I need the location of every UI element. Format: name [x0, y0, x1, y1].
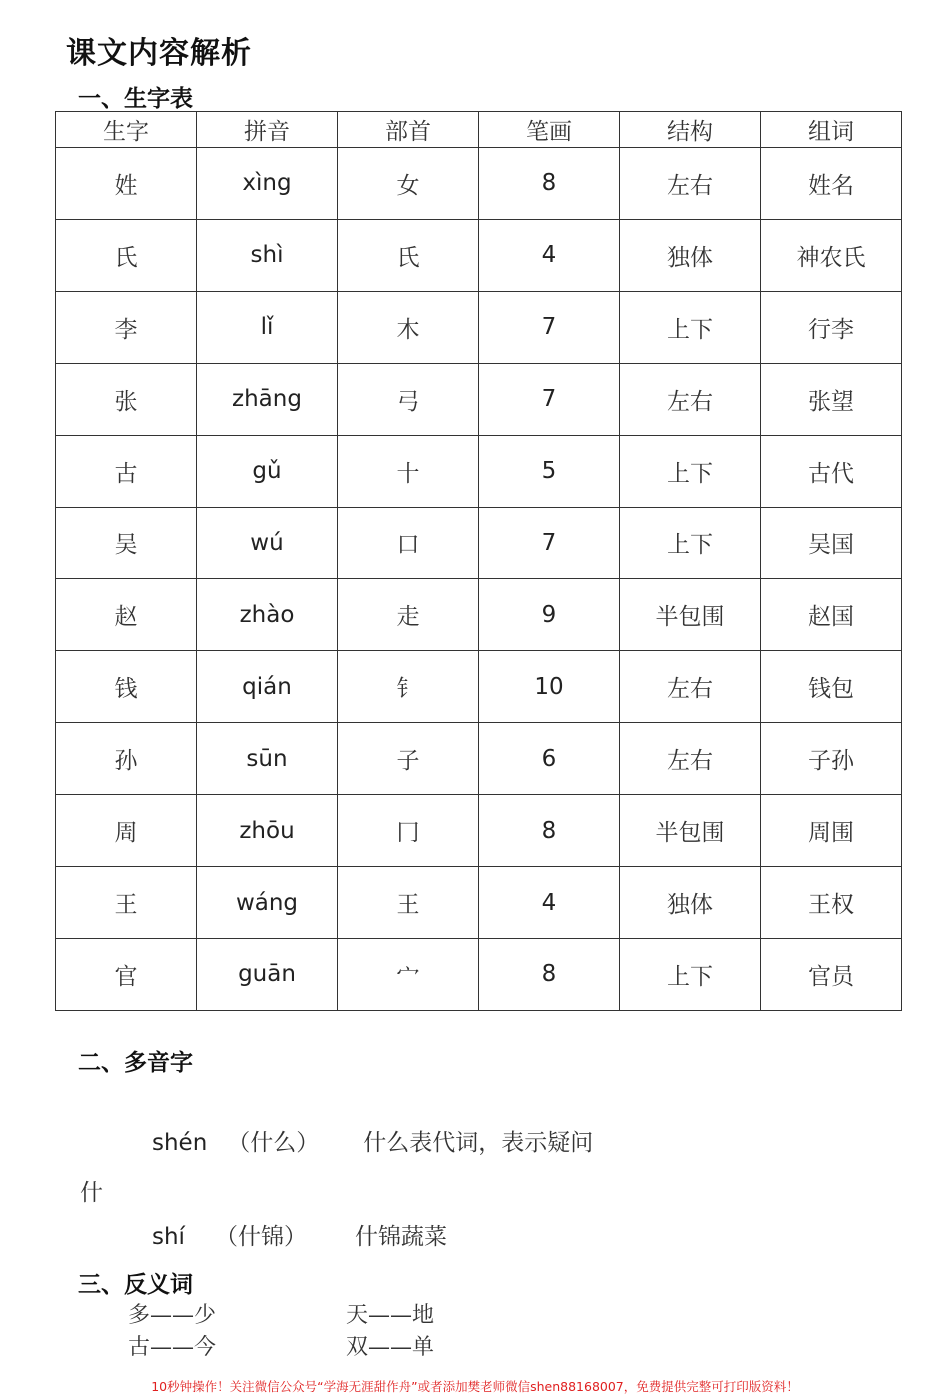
reading-pinyin: shén: [152, 1130, 208, 1156]
header-words: 组词: [761, 112, 902, 148]
cell-radical: 弓: [338, 363, 479, 435]
cell-radical: 冂: [338, 795, 479, 867]
cell-words: 神农氏: [761, 219, 902, 291]
cell-strokes: 4: [479, 867, 620, 939]
cell-radical: 氏: [338, 219, 479, 291]
header-pinyin: 拼音: [197, 112, 338, 148]
antonym-pair: 双——单: [346, 1335, 435, 1360]
cell-words: 官员: [761, 938, 902, 1010]
reading-note: 什锦蔬菜: [354, 1224, 447, 1250]
table-row: [56, 651, 902, 723]
polyphonic-reading-2: [152, 1218, 447, 1251]
cell-pinyin: wú: [197, 507, 338, 579]
cell-structure: 左右: [620, 363, 761, 435]
cell-character: 姓: [56, 148, 197, 220]
cell-strokes: 7: [479, 363, 620, 435]
cell-character: 王: [56, 867, 197, 939]
cell-structure: 上下: [620, 507, 761, 579]
cell-pinyin: zhāng: [197, 363, 338, 435]
cell-strokes: 8: [479, 795, 620, 867]
cell-radical: 子: [338, 723, 479, 795]
table-row: [56, 507, 902, 579]
footer-promo-text: 10秒钟操作！关注微信公众号“学海无涯甜作舟”或者添加樊老师微信shen88168007，免费提供完整可打印版资料！: [151, 1379, 799, 1394]
table-row: [56, 219, 902, 291]
cell-character: 李: [56, 291, 197, 363]
cell-radical: 木: [338, 291, 479, 363]
polyphonic-character: 什: [80, 1180, 103, 1206]
cell-words: 古代: [761, 435, 902, 507]
reading-pinyin: shí: [152, 1224, 185, 1250]
cell-pinyin: wáng: [197, 867, 338, 939]
cell-character: 官: [56, 938, 197, 1010]
table-row: [56, 148, 902, 220]
cell-structure: 左右: [620, 651, 761, 723]
cell-structure: 左右: [620, 148, 761, 220]
table-row: [56, 795, 902, 867]
character-table: [55, 111, 902, 1011]
cell-words: 王权: [761, 867, 902, 939]
table-row: [56, 363, 902, 435]
cell-radical: 宀: [338, 938, 479, 1010]
cell-structure: 左右: [620, 723, 761, 795]
antonym-pair: 多——少: [128, 1303, 217, 1328]
cell-character: 周: [56, 795, 197, 867]
cell-strokes: 4: [479, 219, 620, 291]
cell-words: 张望: [761, 363, 902, 435]
cell-structure: 上下: [620, 435, 761, 507]
cell-character: 赵: [56, 579, 197, 651]
header-character: 生字: [56, 112, 197, 148]
cell-radical: 王: [338, 867, 479, 939]
cell-radical: 口: [338, 507, 479, 579]
cell-pinyin: guān: [197, 938, 338, 1010]
cell-words: 行李: [761, 291, 902, 363]
polyphonic-reading-1: [152, 1124, 593, 1157]
cell-strokes: 7: [479, 507, 620, 579]
header-structure: 结构: [620, 112, 761, 148]
cell-pinyin: zhōu: [197, 795, 338, 867]
cell-structure: 独体: [620, 219, 761, 291]
reading-note: 什么表代词，表示疑问: [363, 1130, 594, 1156]
cell-radical: 女: [338, 148, 479, 220]
antonym-pair: 古——今: [128, 1335, 217, 1360]
cell-pinyin: lǐ: [197, 291, 338, 363]
cell-radical: 十: [338, 435, 479, 507]
section-heading-new-characters: 一、生字表: [78, 86, 193, 112]
cell-pinyin: sūn: [197, 723, 338, 795]
table-row: [56, 435, 902, 507]
table-row: [56, 938, 902, 1010]
cell-character: 钱: [56, 651, 197, 723]
header-radical: 部首: [338, 112, 479, 148]
cell-words: 姓名: [761, 148, 902, 220]
cell-strokes: 9: [479, 579, 620, 651]
cell-radical: 钅: [338, 651, 479, 723]
cell-character: 孙: [56, 723, 197, 795]
cell-words: 周围: [761, 795, 902, 867]
cell-pinyin: shì: [197, 219, 338, 291]
cell-structure: 独体: [620, 867, 761, 939]
cell-pinyin: qián: [197, 651, 338, 723]
section-heading-polyphonic: 二、多音字: [78, 1050, 193, 1076]
cell-character: 吴: [56, 507, 197, 579]
cell-strokes: 8: [479, 148, 620, 220]
cell-words: 钱包: [761, 651, 902, 723]
cell-character: 氏: [56, 219, 197, 291]
cell-strokes: 8: [479, 938, 620, 1010]
reading-word: （什么）: [227, 1130, 320, 1156]
cell-pinyin: gǔ: [197, 435, 338, 507]
cell-words: 吴国: [761, 507, 902, 579]
cell-radical: 走: [338, 579, 479, 651]
cell-words: 赵国: [761, 579, 902, 651]
table-header-row: [56, 112, 902, 148]
cell-strokes: 5: [479, 435, 620, 507]
reading-word: （什锦）: [214, 1224, 307, 1250]
table-row: [56, 867, 902, 939]
cell-strokes: 7: [479, 291, 620, 363]
cell-strokes: 10: [479, 651, 620, 723]
cell-character: 张: [56, 363, 197, 435]
page-title: 课文内容解析: [66, 36, 252, 71]
cell-structure: 上下: [620, 938, 761, 1010]
header-strokes: 笔画: [479, 112, 620, 148]
cell-strokes: 6: [479, 723, 620, 795]
table-row: [56, 579, 902, 651]
table-row: [56, 723, 902, 795]
cell-pinyin: xìng: [197, 148, 338, 220]
section-heading-antonyms: 三、反义词: [78, 1272, 193, 1298]
cell-pinyin: zhào: [197, 579, 338, 651]
antonym-pair: 天——地: [346, 1303, 435, 1328]
table-row: [56, 291, 902, 363]
cell-character: 古: [56, 435, 197, 507]
cell-words: 子孙: [761, 723, 902, 795]
cell-structure: 半包围: [620, 795, 761, 867]
cell-structure: 上下: [620, 291, 761, 363]
cell-structure: 半包围: [620, 579, 761, 651]
